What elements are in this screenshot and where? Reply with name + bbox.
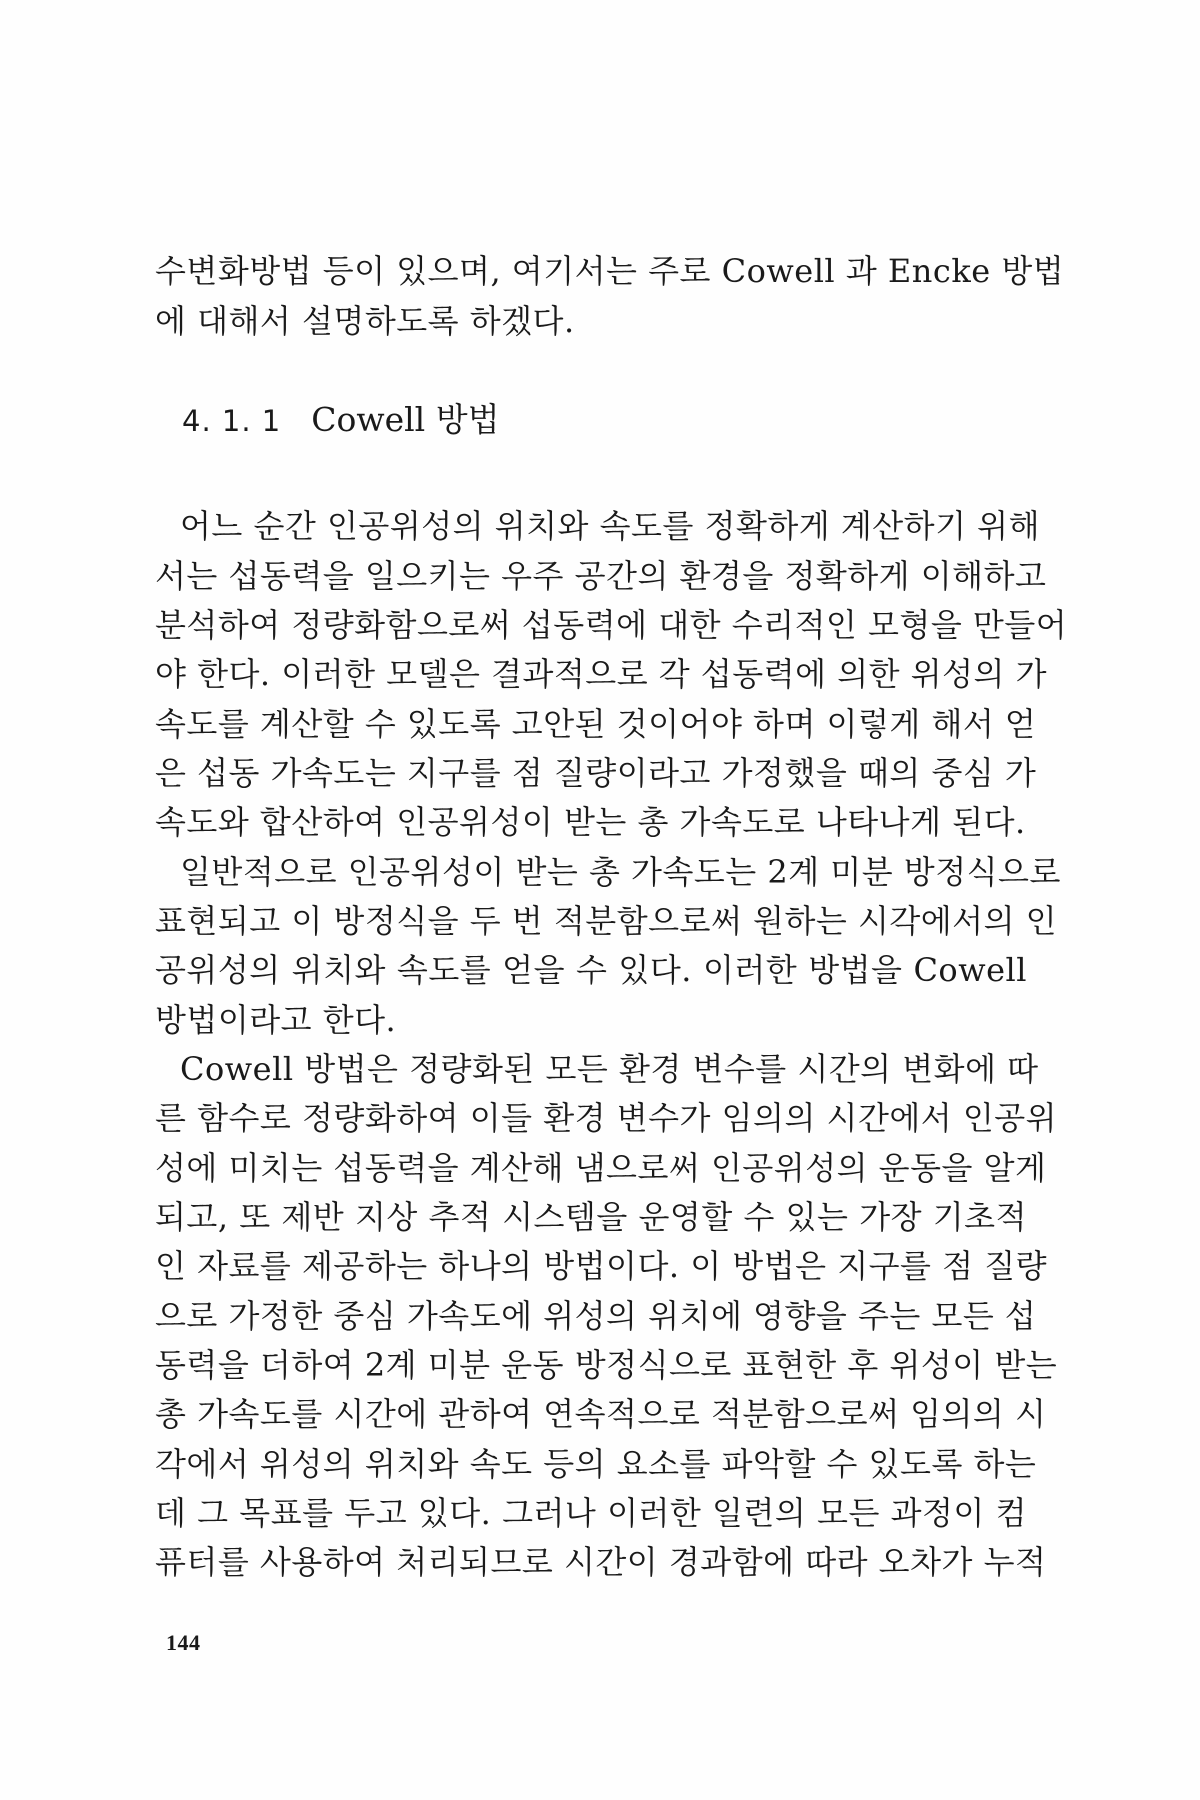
paragraph3-line-8: 총 가속도를 시간에 관하여 연속적으로 적분함으로써 임의의 시 <box>155 1395 1047 1433</box>
intro-line-1: 수변화방법 등이 있으며, 여기서는 주로 Cowell 과 Encke 방법 <box>155 252 1065 290</box>
paragraph1-line-1: 어느 순간 인공위성의 위치와 속도를 정확하게 계산하기 위해 <box>180 507 1041 545</box>
paragraph3-line-7: 동력을 더하여 2계 미분 운동 방정식으로 표현한 후 위성이 받는 <box>155 1346 1058 1384</box>
section-number: 4. 1. 1 <box>182 404 282 438</box>
paragraph2-line-4: 방법이라고 한다. <box>155 1001 397 1039</box>
paragraph3-line-11: 퓨터를 사용하여 처리되므로 시간이 경과함에 따라 오차가 누적 <box>155 1543 1047 1581</box>
paragraph3-line-3: 성에 미치는 섭동력을 계산해 냄으로써 인공위성의 운동을 알게 <box>155 1149 1047 1187</box>
section-title: Cowell 방법 <box>311 400 500 439</box>
paragraph2-line-1: 일반적으로 인공위성이 받는 총 가속도는 2계 미분 방정식으로 <box>180 853 1061 891</box>
paragraph1-line-5: 속도를 계산할 수 있도록 고안된 것이어야 하며 이렇게 해서 얻 <box>155 705 1037 743</box>
paragraph1-line-4: 야 한다. 이러한 모델은 결과적으로 각 섭동력에 의한 위성의 가 <box>155 655 1048 693</box>
paragraph3-line-6: 으로 가정한 중심 가속도에 위성의 위치에 영향을 주는 모든 섭 <box>155 1297 1037 1335</box>
paragraph3-line-5: 인 자료를 제공하는 하나의 방법이다. 이 방법은 지구를 점 질량 <box>155 1247 1048 1285</box>
paragraph3-line-2: 른 함수로 정량화하여 이들 환경 변수가 임의의 시간에서 인공위 <box>155 1099 1058 1137</box>
paragraph3-line-1: Cowell 방법은 정량화된 모든 환경 변수를 시간의 변화에 따 <box>180 1050 1039 1088</box>
paragraph1-line-7: 속도와 합산하여 인공위성이 받는 총 가속도로 나타나게 된다. <box>155 803 1026 841</box>
paragraph1-line-6: 은 섭동 가속도는 지구를 점 질량이라고 가정했을 때의 중심 가 <box>155 754 1037 792</box>
paragraph2-line-2: 표현되고 이 방정식을 두 번 적분함으로써 원하는 시각에서의 인 <box>155 902 1058 940</box>
paragraph3-line-10: 데 그 목표를 두고 있다. 그러나 이러한 일련의 모든 과정이 컴 <box>155 1494 1027 1532</box>
intro-line-2: 에 대해서 설명하도록 하겠다. <box>155 302 575 340</box>
paragraph3-line-9: 각에서 위성의 위치와 속도 등의 요소를 파악할 수 있도록 하는 <box>155 1445 1037 1483</box>
paragraph1-line-3: 분석하여 정량화함으로써 섭동력에 대한 수리적인 모형을 만들어 <box>155 606 1068 644</box>
paragraph2-line-3: 공위성의 위치와 속도를 얻을 수 있다. 이러한 방법을 Cowell <box>155 951 1027 989</box>
section-heading <box>182 395 499 446</box>
page-number: 144 <box>166 1630 201 1655</box>
paragraph3-line-4: 되고, 또 제반 지상 추적 시스템을 운영할 수 있는 가장 기초적 <box>155 1198 1027 1236</box>
paragraph1-line-2: 서는 섭동력을 일으키는 우주 공간의 환경을 정확하게 이해하고 <box>155 557 1047 595</box>
